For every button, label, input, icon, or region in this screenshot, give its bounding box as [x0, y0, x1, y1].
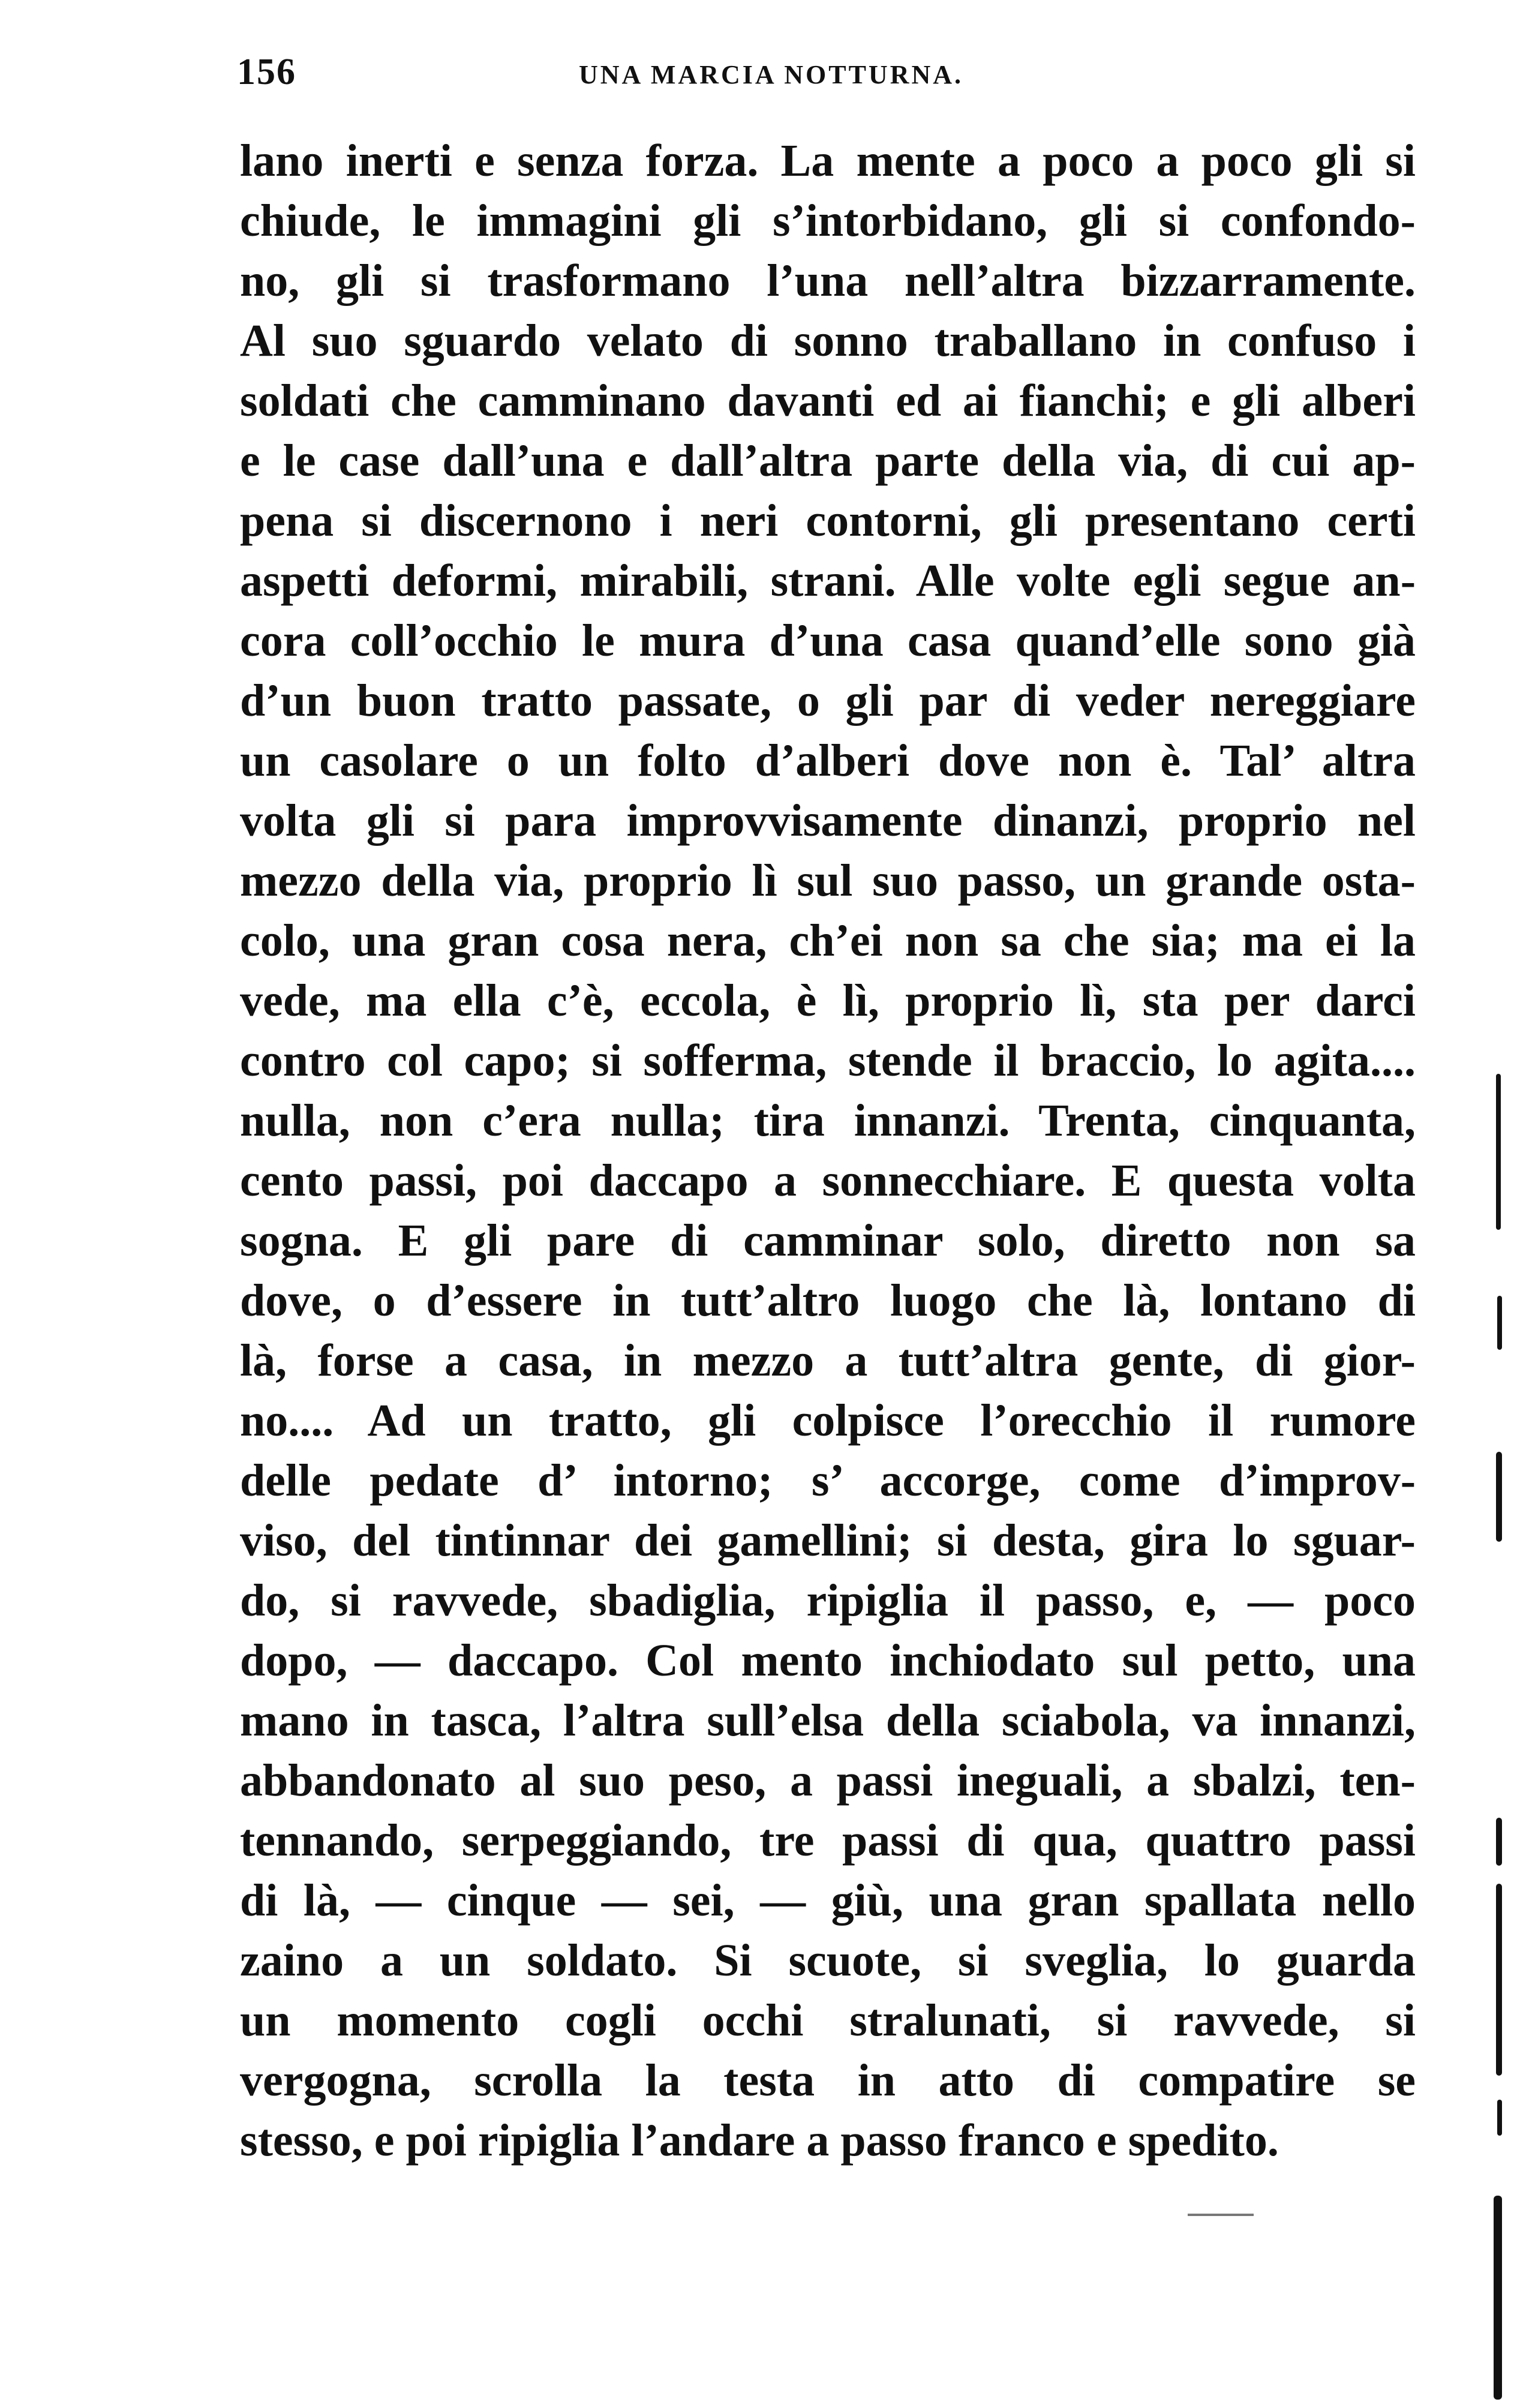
text-line: no, gli si trasformano l’una nell’altra bizzarramente. — [240, 256, 1416, 306]
text-line: un casolare o un folto d’alberi dove non è. Tal’ altra — [240, 735, 1416, 786]
scan-stray-mark — [1188, 2214, 1254, 2216]
body-text — [240, 131, 1416, 2170]
text-line: lano inerti e senza forza. La mente a poco a poco gli si — [240, 136, 1416, 186]
text-line: pena si discernono i neri contorni, gli presentano certi — [240, 496, 1416, 546]
text-line: soldati che camminano davanti ed ai fianchi; e gli alberi — [240, 376, 1416, 426]
text-line: là, forse a casa, in mezzo a tutt’altra gente, di gior- — [240, 1335, 1416, 1386]
text-line: vergogna, scrolla la testa in atto di compatire se — [240, 2055, 1416, 2106]
running-head — [237, 51, 1089, 99]
text-line: volta gli si para improvvisamente dinanzi, proprio nel — [240, 795, 1416, 846]
text-line: nulla, non c’era nulla; tira innanzi. Trenta, cinquanta, — [240, 1095, 1416, 1146]
scan-edge-mark — [1497, 1296, 1502, 1350]
running-title: UNA MARCIA NOTTURNA. — [579, 60, 964, 89]
text-line: cento passi, poi daccapo a sonnecchiare. E questa volta — [240, 1155, 1416, 1206]
text-line: viso, del tintinnar dei gamellini; si desta, gira lo sguar- — [240, 1515, 1416, 1566]
text-line: sogna. E gli pare di camminar solo, diretto non sa — [240, 1215, 1416, 1266]
text-line: tennando, serpeggiando, tre passi di qua, quattro passi — [240, 1815, 1416, 1866]
text-line: stesso, e poi ripiglia l’andare a passo franco e spedito. — [240, 2115, 1279, 2166]
text-line: delle pedate d’ intorno; s’ accorge, come d’improv- — [240, 1455, 1416, 1506]
text-line: d’un buon tratto passate, o gli par di veder nereggiare — [240, 675, 1416, 726]
text-line: cora coll’occhio le mura d’una casa quand’elle sono già — [240, 615, 1416, 666]
text-line: chiude, le immagini gli s’intorbidano, gli si confondo- — [240, 196, 1416, 246]
text-line: dopo, — daccapo. Col mento inchiodato sul petto, una — [240, 1635, 1416, 1686]
scan-edge-mark — [1496, 1818, 1502, 1866]
text-line: contro col capo; si sofferma, stende il braccio, lo agita.... — [240, 1035, 1416, 1086]
scan-edge-mark — [1496, 1452, 1502, 1542]
scan-edge-mark — [1497, 2100, 1502, 2136]
text-line: mezzo della via, proprio lì sul suo passo, un grande osta- — [240, 855, 1416, 906]
text-line: Al suo sguardo velato di sonno traballano in confuso i — [240, 316, 1416, 366]
text-line: do, si ravvede, sbadiglia, ripiglia il passo, e, — poco — [240, 1575, 1416, 1626]
text-line: dove, o d’essere in tutt’altro luogo che là, lontano di — [240, 1275, 1416, 1326]
text-line: colo, una gran cosa nera, ch’ei non sa che sia; ma ei la — [240, 915, 1416, 966]
page-number: 156 — [237, 52, 296, 92]
text-line: aspetti deformi, mirabili, strani. Alle volte egli segue an- — [240, 556, 1416, 606]
text-line: no.... Ad un tratto, gli colpisce l’orecchio il rumore — [240, 1395, 1416, 1446]
text-line: abbandonato al suo peso, a passi ineguali, a sbalzi, ten- — [240, 1755, 1416, 1806]
text-line: mano in tasca, l’altra sull’elsa della sciabola, va innanzi, — [240, 1695, 1416, 1746]
scan-edge-mark — [1496, 1884, 1502, 2076]
scan-edge-mark — [1496, 1074, 1501, 1230]
text-line: vede, ma ella c’è, eccola, è lì, proprio lì, sta per darci — [240, 975, 1416, 1026]
scan-edge-mark — [1494, 2196, 1502, 2400]
text-line: zaino a un soldato. Si scuote, si sveglia, lo guarda — [240, 1935, 1416, 1986]
text-line: e le case dall’una e dall’altra parte della via, di cui ap- — [240, 436, 1416, 486]
text-line: di là, — cinque — sei, — giù, una gran spallata nello — [240, 1875, 1416, 1926]
text-line: un momento cogli occhi stralunati, si ravvede, si — [240, 1995, 1416, 2046]
